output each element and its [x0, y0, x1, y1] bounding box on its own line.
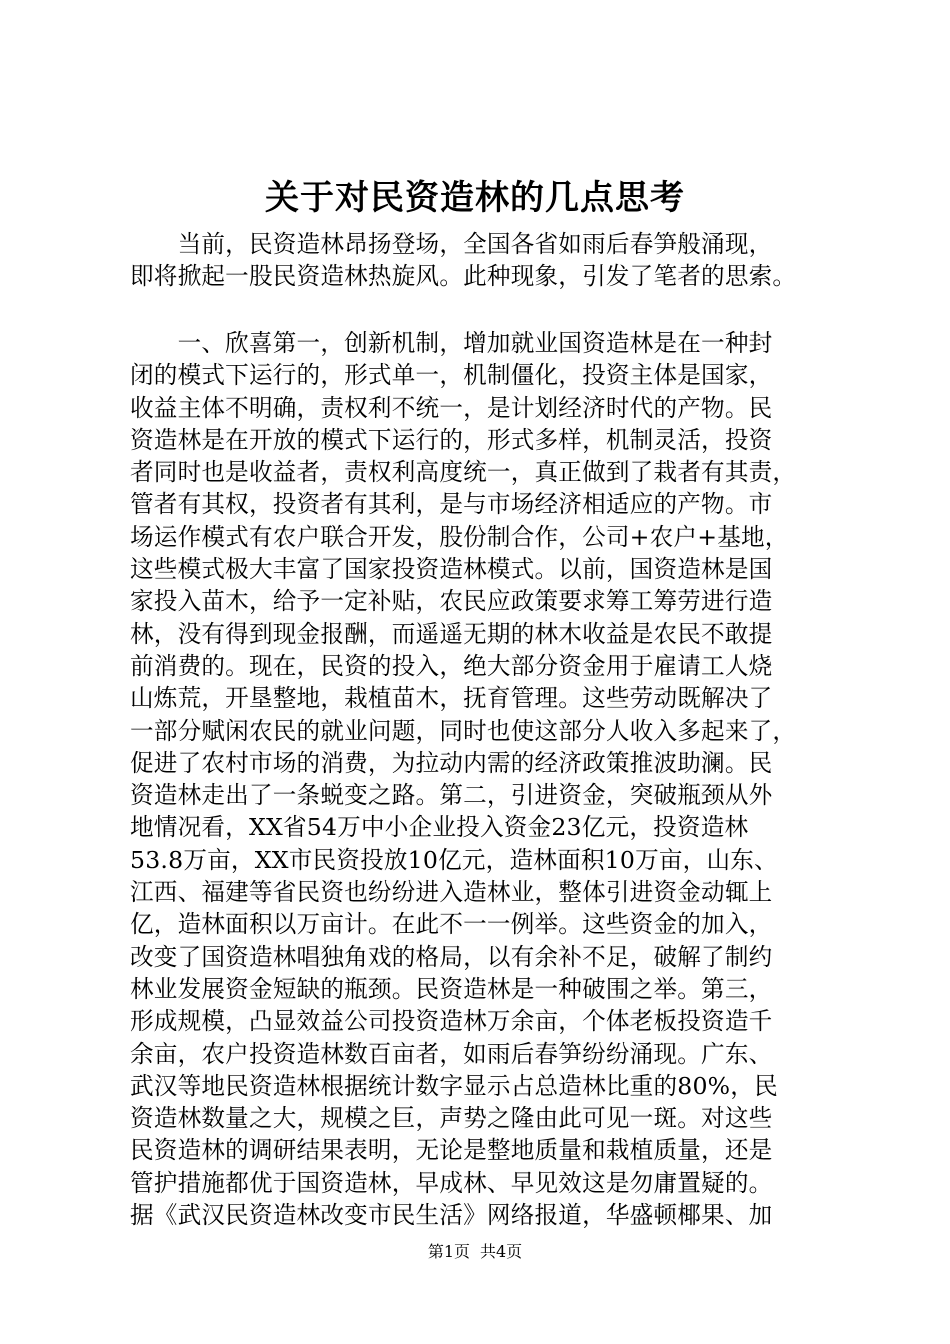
paragraph-line: 据《武汉民资造林改变市民生活》网络报道，华盛顿椰果、加 — [130, 1201, 773, 1230]
paragraph-line: 前消费的。现在，民资的投入，绝大部分资金用于雇请工人烧 — [130, 651, 773, 680]
paragraph-line: 即将掀起一股民资造林热旋风。此种现象，引发了笔者的思索。 — [130, 262, 797, 291]
paragraph-line: 当前，民资造林昂扬登场，全国各省如雨后春笋般涌现， — [130, 230, 773, 258]
paragraph-line: 者同时也是收益者，责权利高度统一，真正做到了栽者有其责， — [130, 458, 797, 487]
paragraph-line: 林，没有得到现金报酬，而遥遥无期的林木收益是农民不敢提 — [130, 619, 773, 648]
paragraph-line: 改变了国资造林唱独角戏的格局，以有余补不足，破解了制约 — [130, 942, 773, 971]
paragraph-line: 收益主体不明确，责权利不统一，是计划经济时代的产物。民 — [130, 393, 773, 422]
paragraph-line: 一、欣喜第一，创新机制，增加就业国资造林是在一种封 — [130, 329, 773, 357]
paragraph-line: 53.8万亩，XX市民资投放10亿元，造林面积10万亩，山东、 — [130, 845, 778, 874]
paragraph-line: 资造林走出了一条蜕变之路。第二，引进资金，突破瓶颈从外 — [130, 781, 773, 810]
paragraph-line: 地情况看，XX省54万中小企业投入资金23亿元，投资造林 — [130, 813, 749, 842]
page-title: 关于对民资造林的几点思考 — [265, 178, 685, 218]
paragraph-line: 促进了农村市场的消费，为拉动内需的经济政策推波助澜。民 — [130, 748, 773, 777]
paragraph-line: 资造林是在开放的模式下运行的，形式多样，机制灵活，投资 — [130, 425, 773, 454]
intro-paragraph — [130, 228, 835, 293]
paragraph-line: 余亩，农户投资造林数百亩者，如雨后春笋纷纷涌现。广东、 — [130, 1039, 773, 1068]
paragraph-line: 江西、福建等省民资也纷纷进入造林业，整体引进资金动辄上 — [130, 878, 773, 907]
paragraph-line: 一部分赋闲农民的就业问题，同时也使这部分人收入多起来了， — [130, 716, 797, 745]
paragraph-line: 管护措施都优于国资造林，早成林、早见效这是勿庸置疑的。 — [130, 1168, 773, 1197]
paragraph-line: 场运作模式有农户联合开发，股份制合作，公司+农户+基地， — [130, 522, 789, 551]
page-footer — [0, 1242, 950, 1262]
paragraph-line: 这些模式极大丰富了国家投资造林模式。以前，国资造林是国 — [130, 555, 773, 584]
paragraph-line: 民资造林的调研结果表明，无论是整地质量和栽植质量，还是 — [130, 1136, 773, 1165]
paragraph-line: 山炼荒，开垦整地，栽植苗木，抚育管理。这些劳动既解决了 — [130, 684, 773, 713]
page-number: 第1页 — [427, 1242, 470, 1261]
paragraph-line: 林业发展资金短缺的瓶颈。民资造林是一种破围之举。第三， — [130, 974, 773, 1003]
paragraph-line: 资造林数量之大，规模之巨，声势之隆由此可见一斑。对这些 — [130, 1104, 773, 1133]
paragraph-line: 管者有其权，投资者有其利，是与市场经济相适应的产物。市 — [130, 490, 773, 519]
paragraph-line: 形成规模，凸显效益公司投资造林万余亩，个体老板投资造千 — [130, 1007, 773, 1036]
paragraph-line: 家投入苗木，给予一定补贴，农民应政策要求筹工筹劳进行造 — [130, 587, 773, 616]
paragraph-line: 闭的模式下运行的，形式单一，机制僵化，投资主体是国家， — [130, 361, 773, 390]
page-total: 共4页 — [480, 1242, 523, 1261]
paragraph-line: 亿，造林面积以万亩计。在此不一一例举。这些资金的加入， — [130, 910, 773, 939]
section-one-paragraph — [130, 327, 835, 1231]
paragraph-line: 武汉等地民资造林根据统计数字显示占总造林比重的80%，民 — [130, 1071, 778, 1100]
